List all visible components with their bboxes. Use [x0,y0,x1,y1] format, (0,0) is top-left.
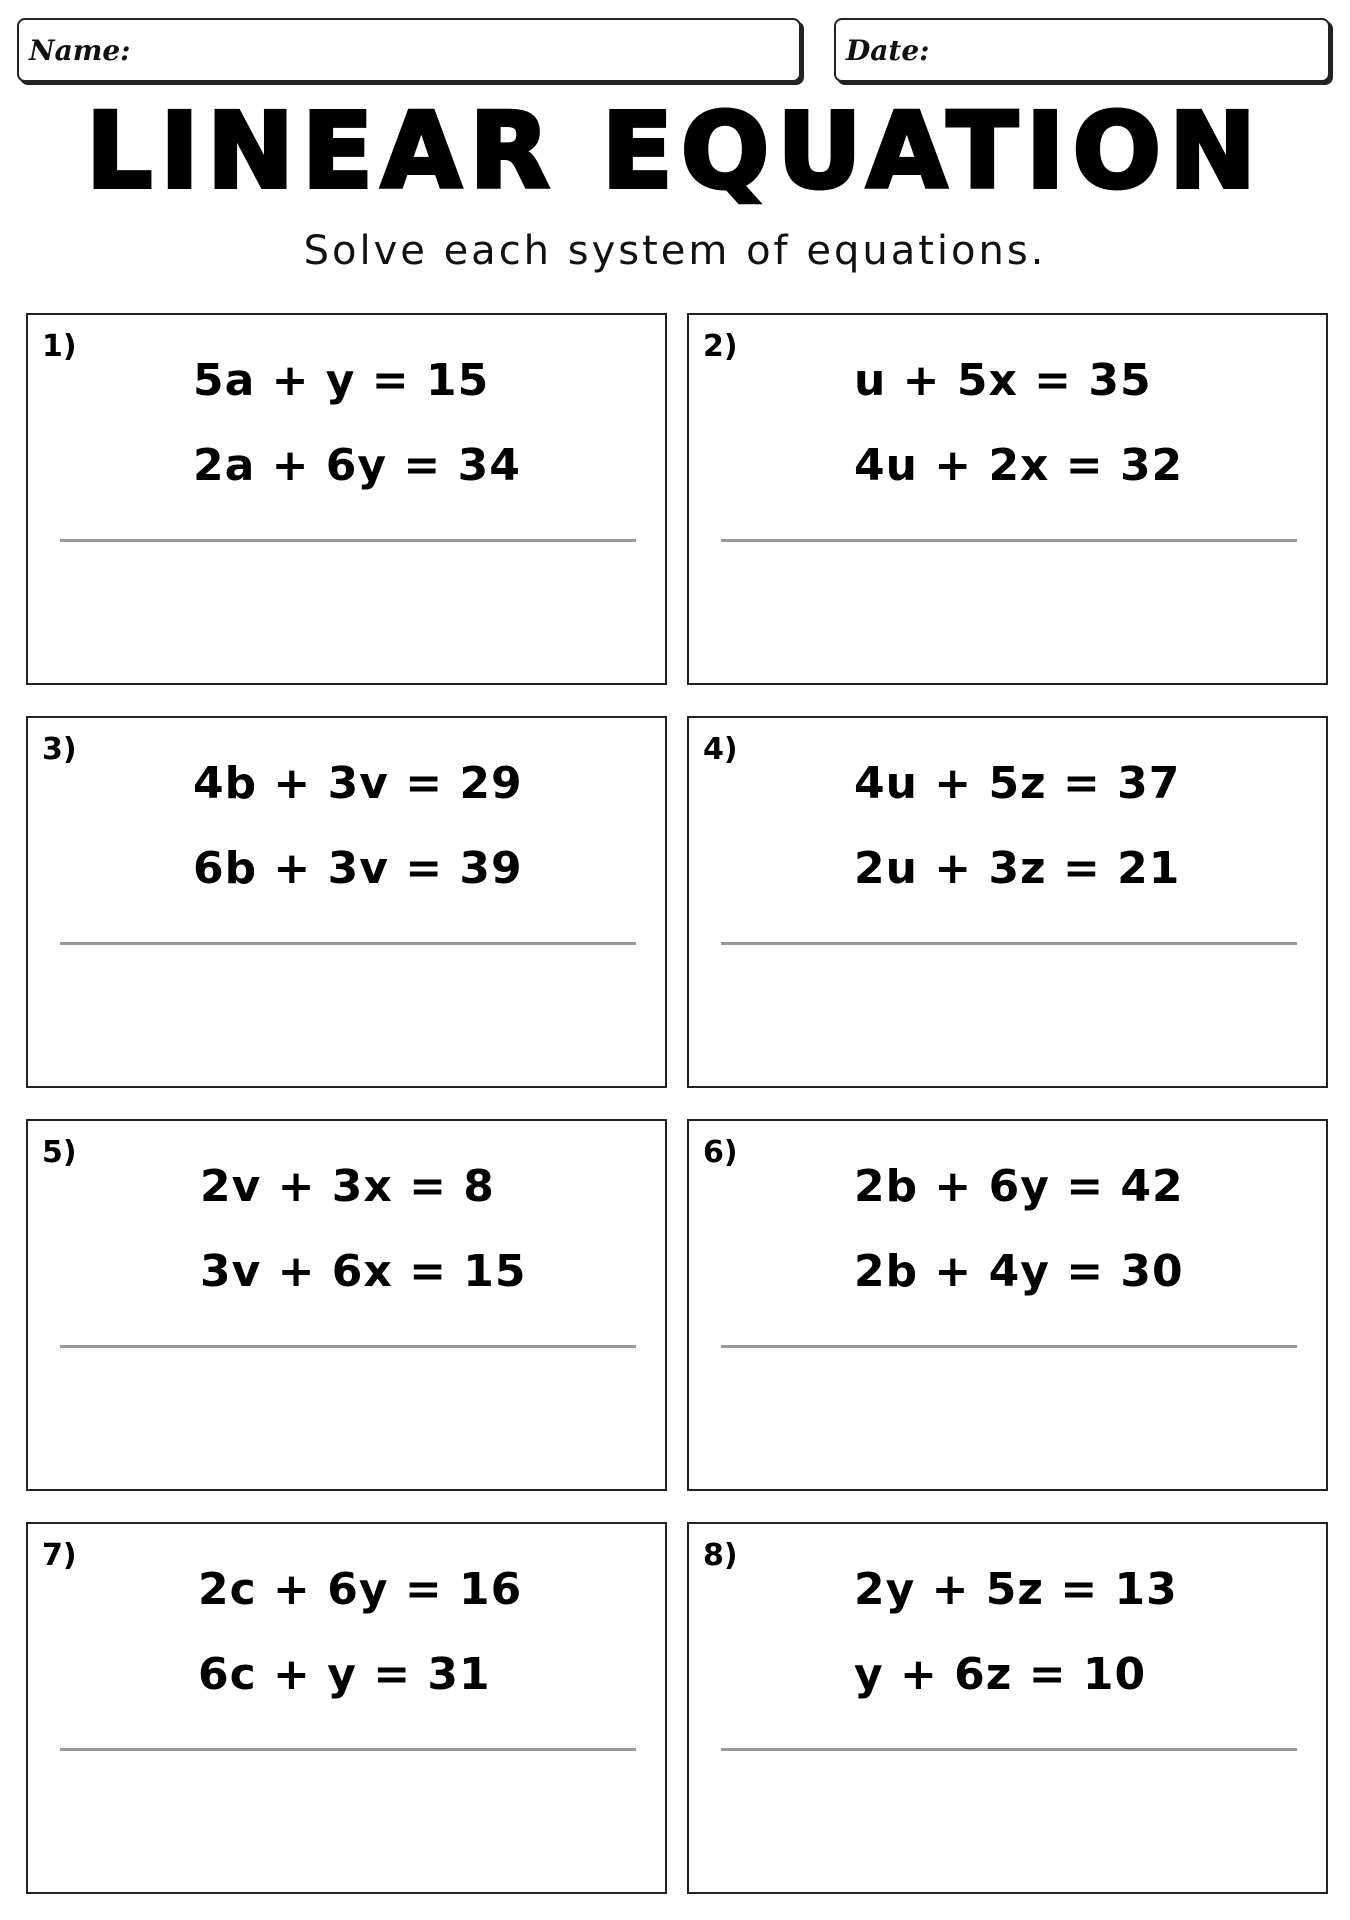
problem-number: 7) [42,1538,77,1573]
equation-2: 6c + y = 31 [198,1649,491,1700]
equation-2: 2u + 3z = 21 [854,843,1181,894]
problem-box-3 [26,716,667,1088]
equation-2: 3v + 6x = 15 [200,1246,527,1297]
answer-line[interactable] [60,539,636,542]
problem-number: 3) [42,732,77,767]
equation-2: 2a + 6y = 34 [193,440,521,491]
answer-line[interactable] [721,1345,1297,1348]
problem-number: 5) [42,1135,77,1170]
answer-line[interactable] [721,1748,1297,1751]
problem-box-4 [687,716,1328,1088]
problem-number: 6) [703,1135,738,1170]
name-label: Name: [29,33,131,67]
answer-line[interactable] [60,1748,636,1751]
equation-2: 2b + 4y = 30 [854,1246,1184,1297]
problem-number: 2) [703,329,738,364]
equation-1: u + 5x = 35 [854,355,1152,406]
problem-number: 1) [42,329,77,364]
equation-2: y + 6z = 10 [854,1649,1147,1700]
answer-line[interactable] [721,942,1297,945]
instructions: Solve each system of equations. [303,228,1047,274]
problem-box-1 [26,313,667,685]
date-label: Date: [846,33,930,67]
problem-box-2 [687,313,1328,685]
equation-1: 2b + 6y = 42 [854,1161,1184,1212]
equation-2: 4u + 2x = 32 [854,440,1184,491]
answer-line[interactable] [60,942,636,945]
problem-box-8 [687,1522,1328,1894]
answer-line[interactable] [60,1345,636,1348]
equation-1: 2y + 5z = 13 [854,1564,1178,1615]
problem-box-6 [687,1119,1328,1491]
equation-2: 6b + 3v = 39 [193,843,523,894]
problem-number: 4) [703,732,738,767]
problem-box-5 [26,1119,667,1491]
equation-1: 2c + 6y = 16 [198,1564,523,1615]
name-field[interactable] [17,18,801,82]
equation-1: 4b + 3v = 29 [193,758,523,809]
equation-1: 4u + 5z = 37 [854,758,1181,809]
problem-number: 8) [703,1538,738,1573]
equation-1: 5a + y = 15 [193,355,490,406]
problem-box-7 [26,1522,667,1894]
answer-line[interactable] [721,539,1297,542]
date-field[interactable] [834,18,1330,82]
worksheet-title: LINEAR EQUATION [85,90,1265,212]
equation-1: 2v + 3x = 8 [200,1161,495,1212]
